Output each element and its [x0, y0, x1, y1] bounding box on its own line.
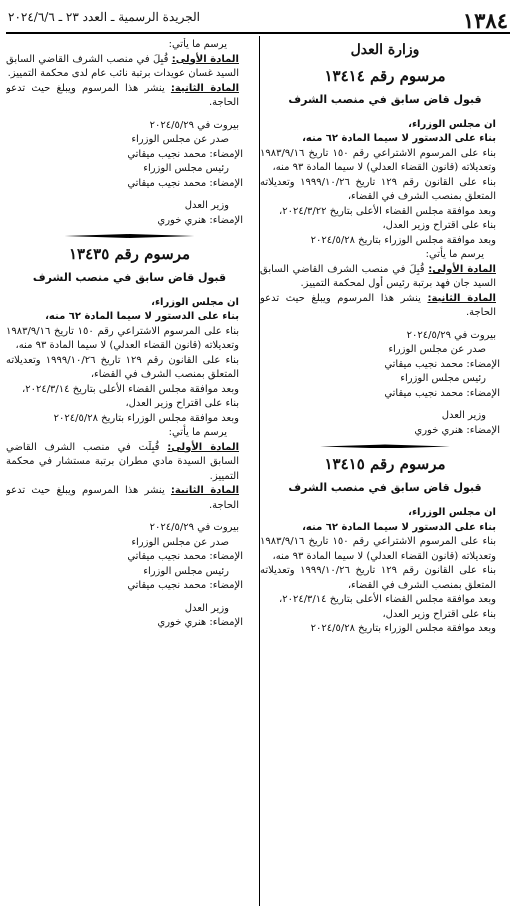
article-2-text: ينشر هذا المرسوم ويبلغ حيث تدعو الحاجة. [260, 292, 496, 319]
article-2-label: المادة الثانية: [170, 485, 239, 497]
legal-basis-5: وبعد موافقة مجلس الوزراء بتاريخ ٢٠٢٤/٥/٢٨ [310, 623, 496, 635]
constitution-clause: بناء على الدستور لا سيما المادة ٦٢ منه، [45, 311, 239, 323]
signature-3: الإمضاء: هنري خوري [157, 214, 243, 226]
section-separator [260, 444, 510, 448]
council-preamble: ان مجلس الوزراء، [408, 118, 496, 130]
legal-basis-2: بناء على القانون رقم ١٢٩ تاريخ ١٩٩٩/١٠/٢٦ وتعديلاته المتعلق بمنصب الشرف في القضاء، [6, 354, 239, 381]
legal-basis-4: بناء على اقتراح وزير العدل، [382, 608, 496, 620]
minister-title: وزير العدل [184, 602, 229, 614]
prime-minister-title: رئيس مجلس الوزراء [143, 565, 229, 577]
ministry-title: وزارة العدل [350, 42, 420, 58]
issued-by: صدر عن مجلس الوزراء [388, 344, 486, 356]
prime-minister-title: رئيس مجلس الوزراء [143, 163, 229, 174]
article-2-text: ينشر هذا المرسوم ويبلغ حيث تدعو الحاجة. [6, 485, 239, 511]
signature-2: الإمضاء: محمد نجيب ميقاتي [384, 387, 500, 399]
legal-basis-3: وبعد موافقة مجلس القضاء الأعلى بتاريخ ٢٠٢٤/٣/١٤، [278, 594, 496, 606]
decrees-line: يرسم ما يأتي: [168, 427, 227, 439]
decree-subject: قبول قاض سابق في منصب الشرف [288, 93, 482, 107]
decree-date: بيروت في ٢٠٢٤/٥/٢٩ [149, 119, 239, 131]
legal-basis-3: وبعد موافقة مجلس القضاء الأعلى بتاريخ ٢٠٢٤/٣/٢٢، [278, 205, 496, 217]
decree-13415 [260, 454, 510, 636]
signature-1: الإمضاء: محمد نجيب ميقاتي [384, 358, 500, 370]
decree-continuation [6, 38, 253, 228]
decree-13435 [6, 244, 253, 631]
article-1 [260, 263, 510, 292]
signature-1: الإمضاء: محمد نجيب ميقاتي [127, 148, 243, 160]
signature-2: الإمضاء: محمد نجيب ميقاتي [127, 177, 243, 189]
signature-3: الإمضاء: هنري خوري [414, 424, 500, 436]
decrees-line: يرسم ما يأتي: [425, 249, 484, 261]
left-column [6, 38, 253, 906]
decree-title: مرسوم رقم ١٣٤١٤ [324, 67, 446, 86]
council-preamble: ان مجلس الوزراء، [408, 507, 496, 519]
council-preamble: ان مجلس الوزراء، [151, 296, 239, 308]
legal-basis-1: بناء على المرسوم الاشتراعي رقم ١٥٠ تاريخ ١٩٨٣/٩/١٦ وتعديلاته (قانون القضاء العدلي) لا سيما المادة ٩٣ منه، [260, 147, 497, 174]
signature-2: الإمضاء: محمد نجيب ميقاتي [127, 580, 243, 592]
article-1 [6, 441, 253, 485]
legal-basis-2: بناء على القانون رقم ١٢٩ تاريخ ١٩٩٩/١٠/٢٦ وتعديلاته المتعلق بمنصب الشرف في القضاء، [260, 176, 496, 203]
legal-basis-1: بناء على المرسوم الاشتراعي رقم ١٥٠ تاريخ ١٩٨٣/٩/١٦ وتعديلاته (قانون القضاء العدلي) لا سيما المادة ٩٣ منه، [6, 325, 239, 352]
article-2 [6, 82, 253, 111]
decree-subject: قبول قاض سابق في منصب الشرف [288, 481, 482, 495]
decree-date: بيروت في ٢٠٢٤/٥/٢٩ [406, 329, 496, 341]
page-header [0, 0, 516, 32]
legal-basis-1: بناء على المرسوم الاشتراعي رقم ١٥٠ تاريخ ١٩٨٣/٩/١٦ وتعديلاته (قانون القضاء العدلي) لا سيما المادة ٩٣ منه، [260, 536, 497, 562]
article-1-text: قُبِلَت في منصب الشرف القاضي السابق السيدة مادي مطران برتبة مستشار في محكمة التمييز. [6, 441, 239, 482]
page-number: ١٣٨٤ [462, 8, 508, 33]
article-1-label: المادة الأولى: [428, 263, 496, 275]
header-rule [6, 32, 510, 34]
article-1-text: قُبِلَ في منصب الشرف القاضي السابق السيد جان فهد برتبة رئيس أول لمحكمة التمييز. [260, 263, 496, 290]
minister-title: وزير العدل [441, 410, 486, 422]
right-column [260, 38, 510, 906]
article-2-label: المادة الثانية: [170, 82, 239, 94]
article-2 [260, 292, 510, 321]
decree-subject: قبول قاض سابق في منصب الشرف [32, 270, 227, 284]
legal-basis-3: وبعد موافقة مجلس القضاء الأعلى بتاريخ ٢٠٢٤/٣/١٤، [21, 383, 239, 395]
decree-title: مرسوم رقم ١٣٤١٥ [324, 455, 446, 474]
decree-title: مرسوم رقم ١٣٤٣٥ [68, 245, 191, 263]
article-2-label: المادة الثانية: [427, 292, 496, 304]
legal-basis-5: وبعد موافقة مجلس الوزراء بتاريخ ٢٠٢٤/٥/٢٨ [310, 234, 496, 246]
article-1-text: قُبِلَ في منصب الشرف القاضي السابق السيد غسان عويدات برتبة نائب عام لدى محكمة التمييز. [6, 53, 239, 79]
article-1-label: المادة الأولى: [167, 441, 239, 453]
article-2 [6, 484, 253, 513]
prime-minister-title: رئيس مجلس الوزراء [400, 373, 486, 385]
legal-basis-4: بناء على اقتراح وزير العدل، [125, 398, 239, 410]
decree-13414 [260, 66, 510, 438]
gazette-issue-heading: الجريدة الرسمية ـ العدد ٢٣ ـ ٢٠٢٤/٦/٦ [8, 10, 200, 24]
section-separator [6, 234, 253, 238]
signature-1: الإمضاء: محمد نجيب ميقاتي [127, 551, 243, 563]
decree-date: بيروت في ٢٠٢٤/٥/٢٩ [149, 522, 239, 534]
legal-basis-5: وبعد موافقة مجلس الوزراء بتاريخ ٢٠٢٤/٥/٢٨ [53, 412, 239, 424]
minister-title: وزير العدل [184, 200, 229, 211]
issued-by: صدر عن مجلس الوزراء [131, 134, 229, 145]
signature-3: الإمضاء: هنري خوري [157, 617, 243, 629]
decrees-line: يرسم ما يأتي: [168, 39, 227, 50]
legal-basis-4: بناء على اقتراح وزير العدل، [382, 220, 496, 232]
constitution-clause: بناء على الدستور لا سيما المادة ٦٢ منه، [302, 133, 496, 145]
article-2-text: ينشر هذا المرسوم ويبلغ حيث تدعو الحاجة. [6, 82, 239, 108]
issued-by: صدر عن مجلس الوزراء [131, 536, 229, 548]
article-1 [6, 53, 253, 82]
constitution-clause: بناء على الدستور لا سيما المادة ٦٢ منه، [302, 521, 496, 533]
legal-basis-2: بناء على القانون رقم ١٢٩ تاريخ ١٩٩٩/١٠/٢٦ وتعديلاته المتعلق بمنصب الشرف في القضاء، [260, 565, 496, 591]
article-1-label: المادة الأولى: [171, 53, 239, 65]
